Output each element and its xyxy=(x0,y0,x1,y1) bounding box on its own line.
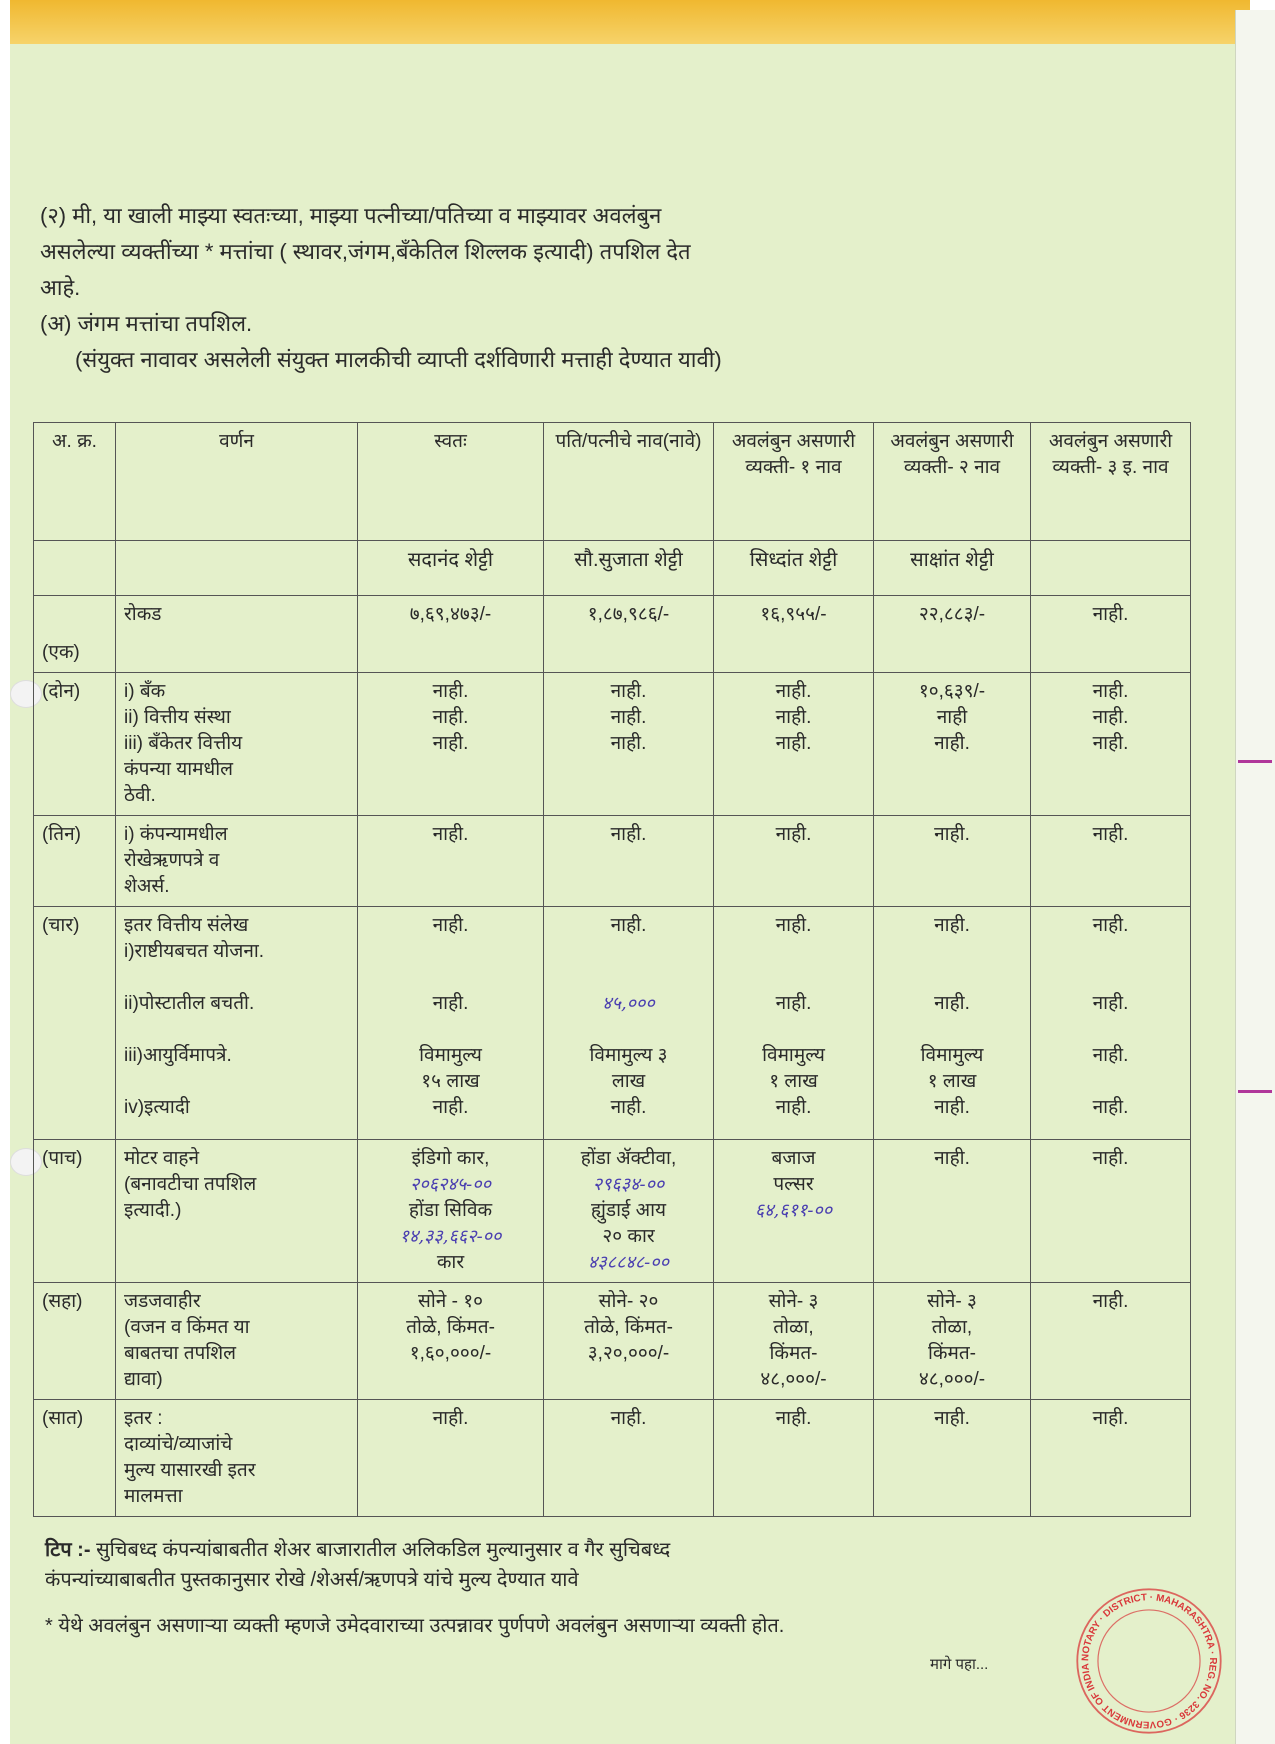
cell-line: ii)पोस्टातील बचती. xyxy=(124,993,255,1014)
value-cell xyxy=(1031,907,1191,1140)
value-cell xyxy=(544,596,714,673)
cell-line: २० कार xyxy=(602,1226,655,1247)
column-header: वर्णन xyxy=(116,423,358,541)
page-mark xyxy=(1238,1090,1272,1093)
cell-line: नाही. xyxy=(610,733,647,754)
svg-text:NOTARY · DISTRICT · MAHARASHTR xyxy=(1080,1592,1218,1730)
value-cell xyxy=(874,907,1031,1140)
cell-line: iii)आयुर्विमापत्रे. xyxy=(124,1045,232,1066)
table-row xyxy=(34,1283,1191,1400)
value-cell xyxy=(874,673,1031,816)
table-row xyxy=(34,596,1191,673)
cell-line: मुल्य यासारखी इतर xyxy=(124,1460,256,1481)
value-cell xyxy=(544,1140,714,1283)
cell-line: iii) बँकेतर वित्तीय xyxy=(124,733,243,754)
value-cell xyxy=(1031,1140,1191,1283)
cell-line: नाही. xyxy=(432,915,469,936)
cell-line: विमामुल्य xyxy=(762,1045,825,1066)
cell-line: १६,९५५/- xyxy=(760,604,827,625)
tip-line-1: सुचिबध्द कंपन्यांबाबतीत शेअर बाजारातील अलिकडिल मुल्यानुसार व गैर सुचिबध्द xyxy=(96,1539,671,1561)
person-name xyxy=(34,541,116,596)
cell-line: नाही. xyxy=(1092,1097,1129,1118)
cell-line: नाही. xyxy=(934,1097,970,1118)
row-number: (चार) xyxy=(34,907,116,1140)
row-number: (सात) xyxy=(34,1400,116,1517)
handwritten-value: १४,३३,६६२-०० xyxy=(399,1226,502,1247)
see-back-note: मागे पहा... xyxy=(930,1656,989,1673)
cell-line: नाही. xyxy=(934,1148,970,1169)
page-mark xyxy=(1238,760,1272,763)
value-cell xyxy=(358,907,544,1140)
cell-line: नाही. xyxy=(432,1408,469,1429)
column-header: अवलंबुन असणारी व्यक्ती- २ नाव xyxy=(874,423,1031,541)
row-description xyxy=(116,1400,358,1517)
paper-top-edge xyxy=(10,0,1250,44)
column-header: अवलंबुन असणारी व्यक्ती- १ नाव xyxy=(714,423,874,541)
value-cell xyxy=(544,1283,714,1400)
value-cell xyxy=(358,816,544,907)
cell-line: विमामुल्य ३ xyxy=(589,1045,668,1066)
cell-line xyxy=(1039,1017,1182,1043)
value-cell xyxy=(358,1400,544,1517)
cell-line: नाही. xyxy=(1092,1291,1129,1312)
cell-line: नाही. xyxy=(934,824,970,845)
document-content xyxy=(33,198,1223,1677)
cell-line: तोळा, xyxy=(773,1317,814,1338)
value-cell xyxy=(874,1400,1031,1517)
section-heading: (अ) जंगम मत्तांचा तपशिल. xyxy=(40,311,253,336)
cell-line: १,८७,९८६/- xyxy=(587,604,670,625)
cell-line xyxy=(366,1017,535,1043)
cell-line xyxy=(882,939,1022,965)
cell-line: रोकड xyxy=(124,604,162,625)
cell-line: द्यावा) xyxy=(124,1369,163,1390)
cell-line: नाही. xyxy=(775,1097,812,1118)
value-cell xyxy=(714,1140,874,1283)
cell-line: नाही. xyxy=(432,681,469,702)
row-description xyxy=(116,1140,358,1283)
cell-line: जडजवाहीर xyxy=(124,1291,201,1312)
cell-line: इतर : xyxy=(124,1408,163,1429)
value-cell xyxy=(1031,1400,1191,1517)
cell-line: बजाज xyxy=(771,1148,816,1169)
cell-line: पल्सर xyxy=(773,1174,814,1195)
value-cell xyxy=(358,1140,544,1283)
person-name: सदानंद शेट्टी xyxy=(358,541,544,596)
cell-line: नाही. xyxy=(775,681,812,702)
cell-line: १ लाख xyxy=(927,1071,977,1092)
tip-label: टिप :- xyxy=(45,1539,91,1561)
cell-line: रोखेऋणपत्रे व xyxy=(124,850,220,871)
cell-line: नाही. xyxy=(432,1097,469,1118)
value-cell xyxy=(874,1283,1031,1400)
value-cell xyxy=(1031,596,1191,673)
handwritten-value: ४५,००० xyxy=(602,993,655,1014)
cell-line: नाही. xyxy=(610,681,647,702)
cell-line: नाही. xyxy=(1092,993,1129,1014)
table-row xyxy=(34,1140,1191,1283)
row-number: (तिन) xyxy=(34,816,116,907)
cell-line: नाही xyxy=(936,707,968,728)
cell-line: नाही. xyxy=(1092,707,1129,728)
cell-line: विमामुल्य xyxy=(920,1045,984,1066)
cell-line xyxy=(882,1017,1022,1043)
cell-line: नाही. xyxy=(775,707,812,728)
cell-line: नाही. xyxy=(934,733,970,754)
notary-stamp xyxy=(1070,1582,1228,1740)
cell-line: तोळा, xyxy=(931,1317,973,1338)
cell-line: नाही. xyxy=(610,915,647,936)
cell-line: २२,८८३/- xyxy=(918,604,986,625)
cell-line xyxy=(366,965,535,991)
cell-line: ४८,०००/- xyxy=(918,1369,986,1390)
value-cell xyxy=(358,596,544,673)
cell-line xyxy=(1039,965,1182,991)
cell-line: i) कंपन्यामधील xyxy=(124,824,228,845)
cell-line xyxy=(722,965,865,991)
cell-line: नाही. xyxy=(610,1408,647,1429)
value-cell xyxy=(714,673,874,816)
cell-line: नाही. xyxy=(1092,733,1129,754)
cell-line xyxy=(1039,939,1182,965)
column-header: पति/पत्नीचे नाव(नावे) xyxy=(544,423,714,541)
cell-line: मालमत्ता xyxy=(124,1486,183,1507)
cell-line: नाही. xyxy=(610,824,647,845)
cell-line: १०,६३९/- xyxy=(918,681,986,702)
person-name xyxy=(116,541,358,596)
cell-line: कार xyxy=(436,1252,465,1273)
cell-line: नाही. xyxy=(775,915,812,936)
table-row xyxy=(34,673,1191,816)
cell-line xyxy=(552,965,705,991)
person-name: सिध्दांत शेट्टी xyxy=(714,541,874,596)
row-number: (दोन) xyxy=(34,673,116,816)
cell-line: ७,६९,४७३/- xyxy=(409,604,492,625)
cell-line: नाही. xyxy=(1092,1045,1129,1066)
cell-line: किंमत- xyxy=(927,1343,977,1364)
row-description xyxy=(116,1283,358,1400)
cell-line: मोटर वाहने xyxy=(124,1148,200,1169)
cell-line: नाही. xyxy=(432,733,469,754)
table-row xyxy=(34,816,1191,907)
cell-line: ii) वित्तीय संस्था xyxy=(124,707,231,728)
person-name: सौ.सुजाता शेट्टी xyxy=(544,541,714,596)
cell-line: नाही. xyxy=(1092,604,1129,625)
header-row xyxy=(34,423,1191,541)
cell-line: दाव्यांचे/व्याजांचे xyxy=(124,1434,233,1455)
cell-line: तोळे, किंमत- xyxy=(584,1317,673,1338)
column-header: अ. क्र. xyxy=(34,423,116,541)
value-cell xyxy=(714,907,874,1140)
cell-line xyxy=(1039,1069,1182,1095)
cell-line: होंडा सिविक xyxy=(408,1200,493,1221)
notes-section xyxy=(33,1535,1195,1677)
intro-line-2: असलेल्या व्यक्तींच्या * मत्तांचा ( स्थावर,जंगम,बँकेतिल शिल्लक इत्यादी) तपशिल देत xyxy=(40,239,691,264)
value-cell xyxy=(1031,816,1191,907)
cell-line xyxy=(882,965,1022,991)
cell-line: शेअर्स. xyxy=(124,876,170,897)
row-description xyxy=(116,596,358,673)
tip-note xyxy=(45,1535,1195,1565)
cell-line: इंडिगो कार, xyxy=(411,1148,490,1169)
cell-line: तोळे, किंमत- xyxy=(406,1317,495,1338)
cell-line: १ लाख xyxy=(769,1071,818,1092)
cell-line: नाही. xyxy=(432,993,469,1014)
cell-line: ठेवी. xyxy=(124,785,156,806)
person-name: साक्षांत शेट्टी xyxy=(874,541,1031,596)
value-cell xyxy=(1031,673,1191,816)
cell-line: नाही. xyxy=(1092,824,1129,845)
row-number: (सहा) xyxy=(34,1283,116,1400)
value-cell xyxy=(714,1283,874,1400)
cell-line: नाही. xyxy=(775,1408,812,1429)
cell-line: नाही. xyxy=(1092,681,1129,702)
cell-line: १५ लाख xyxy=(421,1071,480,1092)
cell-line xyxy=(124,1069,349,1095)
value-cell xyxy=(714,1400,874,1517)
cell-line: नाही. xyxy=(775,993,812,1014)
stamp-text: NOTARY · DISTRICT · MAHARASHTRA · REG. NO. 3236 · GOVERNMENT OF INDIA xyxy=(1080,1592,1218,1730)
cell-line: सोने- ३ xyxy=(927,1291,977,1312)
cell-line xyxy=(124,1017,349,1043)
table-row xyxy=(34,907,1191,1140)
cell-line xyxy=(722,939,865,965)
cell-line: i) बँक xyxy=(124,681,166,702)
handwritten-value: २०६२४५-०० xyxy=(410,1174,491,1195)
value-cell xyxy=(714,816,874,907)
cell-line: इत्यादी.) xyxy=(124,1200,182,1221)
cell-line: इतर वित्तीय संलेख xyxy=(124,915,249,936)
cell-line: नाही. xyxy=(432,824,469,845)
value-cell xyxy=(544,1400,714,1517)
cell-line: विमामुल्य xyxy=(419,1045,482,1066)
cell-line xyxy=(722,1017,865,1043)
value-cell xyxy=(544,673,714,816)
cell-line: नाही. xyxy=(934,915,970,936)
footnote: * येथे अवलंबुन असणाऱ्या व्यक्ती म्हणजे उमेदवाराच्या उत्पन्नावर पुर्णपणे अवलंबुन असणाऱ्या व्यक्ती होत. xyxy=(45,1615,785,1637)
row-description xyxy=(116,907,358,1140)
column-header: स्वतः xyxy=(358,423,544,541)
value-cell xyxy=(544,907,714,1140)
movable-assets-table xyxy=(33,422,1191,1517)
cell-line: नाही. xyxy=(934,993,970,1014)
row-number: (एक) xyxy=(34,596,116,673)
value-cell xyxy=(358,1283,544,1400)
cell-line: नाही. xyxy=(1092,1148,1129,1169)
cell-line: होंडा ॲक्टीवा, xyxy=(580,1148,677,1169)
cell-line: सोने- ३ xyxy=(768,1291,819,1312)
cell-line: i)राष्टीयबचत योजना. xyxy=(124,941,265,962)
value-cell xyxy=(874,596,1031,673)
cell-line xyxy=(366,939,535,965)
value-cell xyxy=(874,1140,1031,1283)
handwritten-value: २९६३४-०० xyxy=(592,1174,665,1195)
cell-line: कंपन्या यामधील xyxy=(124,759,234,780)
cell-line xyxy=(124,965,349,991)
value-cell xyxy=(1031,1283,1191,1400)
handwritten-value: ६४,६११-०० xyxy=(754,1200,833,1221)
cell-line: नाही. xyxy=(775,824,812,845)
cell-line: नाही. xyxy=(1092,1408,1129,1429)
row-description xyxy=(116,673,358,816)
cell-line: (वजन व किंमत या xyxy=(124,1317,250,1338)
cell-line: ३,२०,०००/- xyxy=(587,1343,670,1364)
person-name xyxy=(1031,541,1191,596)
handwritten-value: ४३८८४८-०० xyxy=(588,1252,669,1273)
value-cell xyxy=(358,673,544,816)
intro-line-3: आहे. xyxy=(40,275,81,300)
cell-line: नाही. xyxy=(432,707,469,728)
cell-line: नाही. xyxy=(610,707,647,728)
cell-line: ह्युंडाई आय xyxy=(590,1200,667,1221)
column-header: अवलंबुन असणारी व्यक्ती- ३ इ. नाव xyxy=(1031,423,1191,541)
paper-right-edge xyxy=(1235,10,1275,1744)
cell-line: सोने- २० xyxy=(598,1291,659,1312)
tip-line-2: कंपन्यांच्याबाबतीत पुस्तकानुसार रोखे /शेअर्स/ऋणपत्रे यांचे मुल्य देण्यात यावे xyxy=(45,1569,579,1591)
value-cell xyxy=(714,596,874,673)
intro-line-1: (२) मी, या खाली माझ्या स्वतःच्या, माझ्या पत्नीच्या/पतिच्या व माझ्यावर अवलंबुन xyxy=(40,203,662,228)
cell-line: नाही. xyxy=(610,1097,647,1118)
cell-line xyxy=(552,1017,705,1043)
cell-line: सोने - १० xyxy=(418,1291,483,1312)
cell-line: लाख xyxy=(611,1071,646,1092)
row-description xyxy=(116,816,358,907)
value-cell xyxy=(874,816,1031,907)
cell-line: १,६०,०००/- xyxy=(409,1343,492,1364)
cell-line xyxy=(552,939,705,965)
row-number: (पाच) xyxy=(34,1140,116,1283)
table-row xyxy=(34,1400,1191,1517)
cell-line: किंमत- xyxy=(769,1343,818,1364)
value-cell xyxy=(544,816,714,907)
cell-line: iv)इत्यादी xyxy=(124,1097,190,1118)
section-subheading: (संयुक्त नावावर असलेली संयुक्त मालकीची व्याप्ती दर्शविणारी मत्ताही देण्यात यावी) xyxy=(75,347,722,372)
cell-line: ४८,०००/- xyxy=(760,1369,827,1390)
cell-line: नाही. xyxy=(1092,915,1129,936)
cell-line: नाही. xyxy=(775,733,812,754)
cell-line: बाबतचा तपशिल xyxy=(124,1343,237,1364)
cell-line: (बनावटीचा तपशिल xyxy=(124,1174,257,1195)
cell-line: नाही. xyxy=(934,1408,970,1429)
names-row xyxy=(34,541,1191,596)
